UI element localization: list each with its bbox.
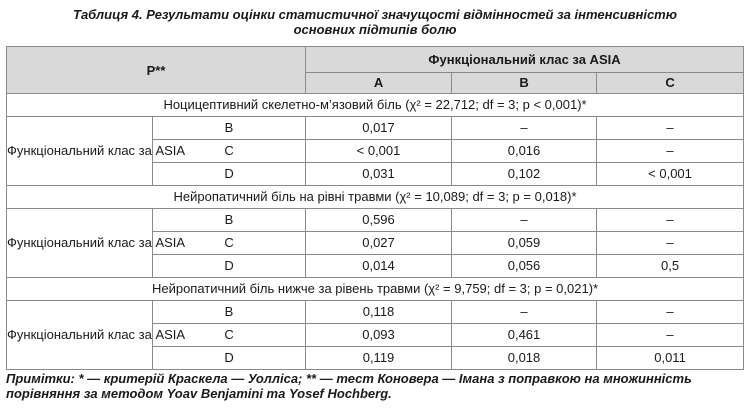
table-caption — [0, 7, 750, 37]
cell-a: 0,596 — [306, 209, 452, 232]
results-table — [6, 46, 744, 370]
row-label: B — [153, 209, 306, 232]
section-title-neuropathic-at-level: Нейропатичний біль на рівні травми (χ² = 10,089; df = 3; p = 0,018)* — [7, 186, 744, 209]
cell-b: 0,056 — [452, 255, 597, 278]
row-label: D — [153, 255, 306, 278]
p-header: P** — [7, 47, 306, 94]
row-label: C — [153, 324, 306, 347]
section-row — [7, 94, 744, 117]
cell-c: 0,011 — [597, 347, 744, 370]
cell-a: < 0,001 — [306, 140, 452, 163]
row-label: C — [153, 140, 306, 163]
section-title-neuropathic-below-level: Нейропатичний біль нижче за рівень травми (χ² = 9,759; df = 3; p = 0,021)* — [7, 278, 744, 301]
row-label: B — [153, 301, 306, 324]
cell-a: 0,014 — [306, 255, 452, 278]
cell-c: – — [597, 140, 744, 163]
row-label: D — [153, 347, 306, 370]
row-label: B — [153, 117, 306, 140]
column-header-c: C — [597, 73, 744, 94]
column-header-a: A — [306, 73, 452, 94]
section-title-nociceptive: Ноцицептивний скелетно-м’язовий біль (χ² = 22,712; df = 3; p < 0,001)* — [7, 94, 744, 117]
cell-b: 0,059 — [452, 232, 597, 255]
group-label: Функціональний клас за ASIA — [7, 117, 153, 186]
table-row — [7, 117, 744, 140]
cell-c: – — [597, 324, 744, 347]
cell-c: 0,5 — [597, 255, 744, 278]
table-row — [7, 301, 744, 324]
cell-a: 0,118 — [306, 301, 452, 324]
cell-c: – — [597, 117, 744, 140]
group-label: Функціональний клас за ASIA — [7, 209, 153, 278]
group-label: Функціональний клас за ASIA — [7, 301, 153, 370]
cell-a: 0,119 — [306, 347, 452, 370]
cell-a: 0,017 — [306, 117, 452, 140]
cell-b: – — [452, 301, 597, 324]
section-row — [7, 278, 744, 301]
column-header-b: B — [452, 73, 597, 94]
cell-b: 0,018 — [452, 347, 597, 370]
cell-c: < 0,001 — [597, 163, 744, 186]
cell-b: 0,016 — [452, 140, 597, 163]
table-row — [7, 209, 744, 232]
header-row-1 — [7, 47, 744, 73]
caption-line-2: основних підтипів болю — [293, 22, 457, 37]
cell-a: 0,027 — [306, 232, 452, 255]
row-label: D — [153, 163, 306, 186]
cell-b: 0,102 — [452, 163, 597, 186]
asia-class-header: Функціональний клас за ASIA — [306, 47, 744, 73]
cell-c: – — [597, 301, 744, 324]
cell-c: – — [597, 209, 744, 232]
caption-line-1: Таблиця 4. Результати оцінки статистичної значущості відмінностей за інтенсивністю — [73, 7, 677, 22]
cell-a: 0,093 — [306, 324, 452, 347]
cell-a: 0,031 — [306, 163, 452, 186]
section-row — [7, 186, 744, 209]
cell-b: 0,461 — [452, 324, 597, 347]
row-label: C — [153, 232, 306, 255]
cell-b: – — [452, 117, 597, 140]
cell-b: – — [452, 209, 597, 232]
cell-c: – — [597, 232, 744, 255]
table-notes: Примітки: * — критерій Краскела — Уолліса; ** — тест Коновера — Імана з поправкою на множинність порівняння за методом Yoav Benjamini та Yosef Hochberg. — [6, 371, 692, 401]
